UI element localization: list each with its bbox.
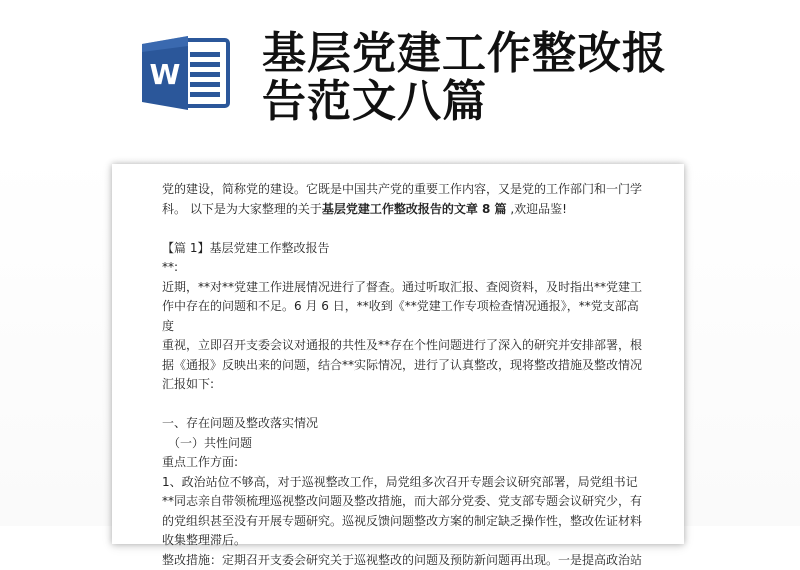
- intro-bold-title: 基层党建工作整改报告的文章 8 篇: [322, 202, 507, 216]
- para3-line: 整改措施：定期召开支委会研究关于巡视整改的问题及预防新问题再出现。一是提高政治站: [162, 551, 648, 570]
- document-viewer: [0, 150, 800, 526]
- intro-line-2: [162, 200, 648, 220]
- page-title: [262, 30, 692, 126]
- document-page: [112, 164, 684, 544]
- header: [0, 0, 800, 150]
- para2-line: 1、政治站位不够高，对于巡视整改工作，局党组多次召开专题会议研究部署，局党组书记: [162, 473, 648, 493]
- title-line-1: 基层党建工作整改报: [262, 30, 692, 78]
- para1-line: 据《通报》反映出来的问题，结合**实际情况，进行了认真整改，现将整改措施及整改情况: [162, 356, 648, 376]
- heading-2: （一）共性问题: [162, 434, 648, 454]
- para1-line: 汇报如下:: [162, 375, 648, 395]
- word-document-icon: [140, 34, 232, 112]
- intro-text: 科。 以下是为大家整理的关于: [162, 202, 322, 216]
- para1-line: 重视，立即召开支委会议对通报的共性及**存在个性问题进行了深入的研究并安排部署，根: [162, 336, 648, 356]
- heading-3: 重点工作方面:: [162, 453, 648, 473]
- intro-closing: ,欢迎品鉴!: [507, 202, 567, 216]
- document-body: [162, 180, 648, 570]
- para2-line: 的党组织甚至没有开展专题研究。巡视反馈问题整改方案的制定缺乏操作性，整改佐证材料: [162, 512, 648, 532]
- heading-1: 一、存在问题及整改落实情况: [162, 414, 648, 434]
- intro-line-1: 党的建设，简称党的建设。它既是中国共产党的重要工作内容，又是党的工作部门和一门学: [162, 180, 648, 200]
- title-line-2: 告范文八篇: [262, 78, 692, 126]
- spacer: [162, 395, 648, 415]
- section-title: 【篇 1】基层党建工作整改报告: [162, 239, 648, 259]
- para1-line: 近期，**对**党建工作进展情况进行了督查。通过听取汇报、查阅资料，及时指出**党建工: [162, 278, 648, 298]
- para2-line: **同志亲自带领梳理巡视整改问题及整改措施，而大部分党委、党支部专题会议研究少，有: [162, 492, 648, 512]
- salutation: **:: [162, 258, 648, 278]
- para2-line: 收集整理滞后。: [162, 531, 648, 551]
- spacer: [162, 219, 648, 239]
- para1-line: 作中存在的问题和不足。6 月 6 日，**收到《**党建工作专项检查情况通报》，**党支部高度: [162, 297, 648, 336]
- svg-text:W: W: [150, 58, 181, 91]
